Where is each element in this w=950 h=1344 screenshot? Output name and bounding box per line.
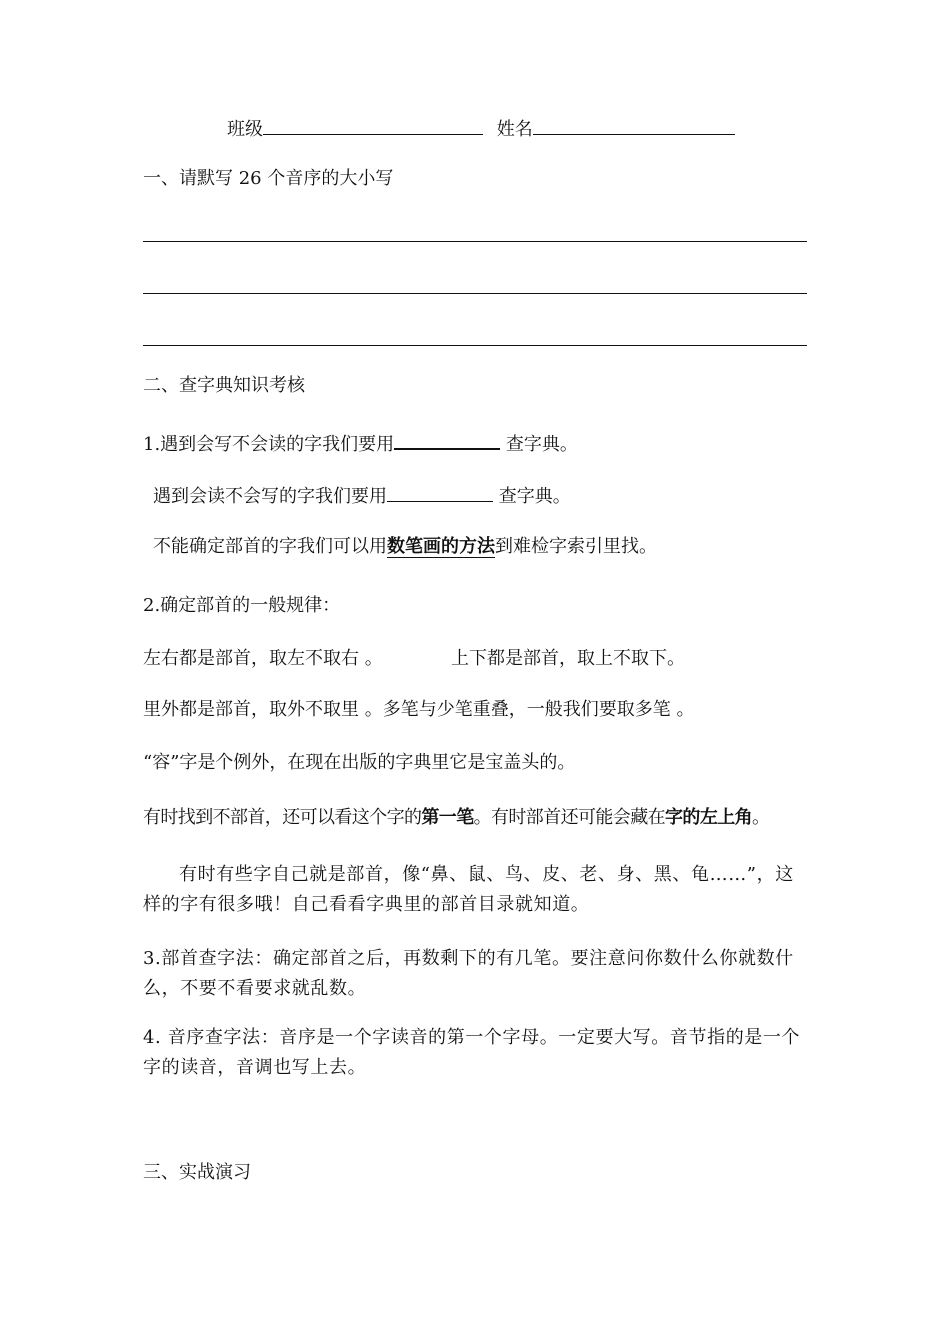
q1-line1-suffix: 查字典。 xyxy=(500,434,578,455)
q1-line2 xyxy=(153,481,571,509)
writing-line-1[interactable] xyxy=(143,241,807,242)
q2-tip-suffix: 。 xyxy=(752,807,770,828)
q1-line1 xyxy=(143,428,578,457)
q1-line3-answer: 数笔画的方法 xyxy=(387,536,495,557)
q2-rule1: 左右都是部首，取左不取右 。 xyxy=(143,648,383,669)
q2-tip xyxy=(143,806,769,830)
header-row xyxy=(227,114,735,142)
q2-tip-answer2: 字的左上角 xyxy=(665,807,753,828)
class-label: 班级 xyxy=(227,119,263,140)
q1-line3-prefix: 不能确定部首的字我们可以用 xyxy=(153,536,387,557)
class-blank[interactable] xyxy=(263,114,483,135)
name-blank[interactable] xyxy=(533,114,735,135)
q4-paragraph: 4. 音序查字法：音序是一个字读音的第一个字母。一定要大写。音节指的是一个字的读音，音调也写上去。 xyxy=(143,1027,801,1078)
q2-self-radicals: 有时有些字自己就是部首，像“鼻、鼠、鸟、皮、老、身、黑、龟……”，这样的字有很多哦！自己看看字典里的部首目录就知道。 xyxy=(143,864,794,915)
section3-title: 三、实战演习 xyxy=(143,1162,251,1183)
q2-tip-answer1: 第一笔 xyxy=(421,807,474,828)
q2-exception: “容”字是个例外，在现在出版的字典里它是宝盖头的。 xyxy=(143,752,576,773)
q2-rule2: 上下都是部首，取上不取下。 xyxy=(451,648,685,669)
q1-blank-2[interactable] xyxy=(387,481,493,502)
q1-line3 xyxy=(153,535,657,559)
q1-blank-1[interactable] xyxy=(394,428,500,450)
q1-line3-suffix: 到难检字索引里找。 xyxy=(495,536,657,557)
q1-line2-suffix: 查字典。 xyxy=(493,486,571,507)
section2-title: 二、查字典知识考核 xyxy=(143,375,305,396)
q2-rule3: 里外都是部首，取外不取里 。多笔与少笔重叠，一般我们要取多笔 。 xyxy=(143,699,695,720)
name-label: 姓名 xyxy=(496,119,533,140)
q2-title: 2.确定部首的一般规律： xyxy=(143,595,341,616)
section1-title: 一、请默写 26 个音序的大小写 xyxy=(143,168,394,189)
q2-tip-prefix: 有时找到不部首，还可以看这个字的 xyxy=(143,807,422,828)
q1-line2-prefix: 遇到会读不会写的字我们要用 xyxy=(153,486,387,507)
q2-tip-middle: 。有时部首还可能会藏在 xyxy=(473,807,666,828)
q3-paragraph: 3.部首查字法：确定部首之后，再数剩下的有几笔。要注意问你数什么你就数什么，不要不看要求就乱数。 xyxy=(143,948,794,999)
writing-line-2[interactable] xyxy=(143,293,807,294)
q1-line1-prefix: 1.遇到会写不会读的字我们要用 xyxy=(143,434,395,455)
writing-line-3[interactable] xyxy=(143,345,807,346)
